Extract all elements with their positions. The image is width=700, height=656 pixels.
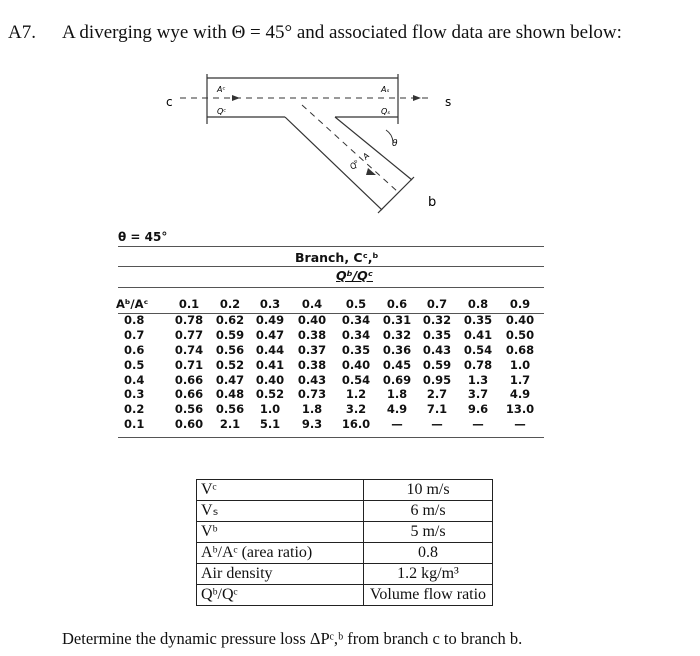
coefficient-cell: 0.66 (174, 372, 204, 387)
coefficient-cell: 0.43 (422, 342, 452, 357)
coefficient-cell: 0.52 (255, 387, 285, 402)
label-ab: A (361, 151, 372, 162)
area-ratio-cell: 0.1 (124, 416, 145, 431)
area-ratio-cell: 0.2 (124, 402, 145, 417)
coefficient-cell: 1.8 (301, 402, 323, 417)
table-rule-col (118, 287, 544, 288)
coefficient-cell: 0.78 (463, 357, 493, 372)
coefficient-cell: 0.50 (505, 328, 535, 343)
coefficient-cell: 0.59 (422, 357, 452, 372)
coefficient-cell: 0.71 (174, 357, 204, 372)
coefficient-cell: 0.35 (463, 313, 493, 328)
coefficient-cell: 0.40 (505, 313, 535, 328)
coefficient-cell: 0.49 (255, 313, 285, 328)
branch-flow-arrow-icon (366, 168, 376, 175)
table-row (116, 313, 542, 328)
coefficient-cell: 9.6 (467, 402, 489, 417)
column-header: 0.7 (426, 297, 448, 311)
label-c: c (166, 95, 173, 109)
area-ratio-cell: 0.7 (124, 328, 145, 343)
coefficient-cell: 0.41 (463, 328, 493, 343)
coefficient-cell: 0.54 (341, 372, 371, 387)
coefficient-cell: 0.40 (255, 372, 285, 387)
coefficient-cell: 3.7 (467, 387, 489, 402)
label-qc: Qᶜ (217, 107, 227, 116)
label-b: b (428, 195, 437, 210)
coefficient-cell: 0.47 (255, 328, 285, 343)
table-row (197, 480, 493, 501)
coefficient-cell: 1.7 (509, 372, 531, 387)
table-row (197, 585, 493, 606)
coefficient-cell: 4.9 (509, 387, 531, 402)
parameter-label: Vᶜ (197, 480, 364, 501)
coefficient-cell: 0.40 (297, 313, 327, 328)
table-header-row (116, 295, 542, 313)
table-row (116, 402, 542, 417)
coefficient-cell: 0.78 (174, 313, 204, 328)
table-row (116, 387, 542, 402)
coefficient-cell: 0.48 (215, 387, 245, 402)
table-row (116, 372, 542, 387)
area-ratio-cell: 0.6 (124, 342, 145, 357)
branch-right-wall (335, 117, 412, 180)
coefficient-cell: — (431, 416, 443, 431)
table-row (197, 543, 493, 564)
column-header: 0.1 (178, 297, 200, 311)
table-row (116, 417, 542, 432)
column-header: 0.5 (345, 297, 367, 311)
coefficient-cell: 0.54 (463, 342, 493, 357)
label-as: Aₛ (381, 85, 390, 94)
column-header: 0.3 (259, 297, 281, 311)
parameter-value: 0.8 (364, 543, 493, 564)
column-header: 0.6 (386, 297, 408, 311)
wye-diagram (0, 60, 700, 230)
column-header: 0.2 (219, 297, 241, 311)
coefficient-cell: 0.60 (174, 416, 204, 431)
parameter-label: Vᵇ (197, 522, 364, 543)
table-row (197, 522, 493, 543)
coefficient-cell: 0.41 (255, 357, 285, 372)
coefficient-cell: 2.7 (426, 387, 448, 402)
coefficient-cell: 1.2 (345, 387, 367, 402)
branch-section-line (378, 177, 414, 213)
branch-heading: Branch, Cᶜ,ᵇ (295, 250, 379, 265)
coefficient-cell: 0.34 (341, 313, 371, 328)
label-theta: θ (392, 139, 398, 149)
coefficient-cell: 13.0 (505, 402, 535, 417)
table-rule-mid (118, 266, 544, 267)
coefficient-cell: 0.52 (215, 357, 245, 372)
coefficient-cell: 0.40 (341, 357, 371, 372)
coefficient-cell: 0.69 (382, 372, 412, 387)
coefficient-cell: 0.77 (174, 328, 204, 343)
coefficient-cell: 0.47 (215, 372, 245, 387)
parameter-value: 1.2 kg/m³ (364, 564, 493, 585)
coefficient-cell: 9.3 (301, 416, 323, 431)
coefficient-cell: 0.68 (505, 342, 535, 357)
coefficient-cell: 7.1 (426, 402, 448, 417)
inlet-flow-arrow-icon (232, 95, 240, 101)
coefficient-cell: 0.73 (297, 387, 327, 402)
column-header: 0.9 (509, 297, 531, 311)
flow-data-table (196, 479, 493, 606)
coefficient-cell: 0.62 (215, 313, 245, 328)
coefficient-cell: 0.32 (382, 328, 412, 343)
parameter-label: Qᵇ/Qᶜ (197, 585, 364, 606)
parameter-value: 5 m/s (364, 522, 493, 543)
label-s: s (445, 95, 452, 109)
parameter-label: Air density (197, 564, 364, 585)
coefficient-cell: — (472, 416, 484, 431)
coefficient-cell: 0.38 (297, 357, 327, 372)
coefficient-cell: 0.37 (297, 342, 327, 357)
coefficient-cell: 0.43 (297, 372, 327, 387)
coefficient-cell: 1.8 (386, 387, 408, 402)
coefficient-cell: 3.2 (345, 402, 367, 417)
area-ratio-cell: 0.8 (124, 313, 145, 328)
loss-coefficient-table (116, 295, 542, 431)
branch-left-wall (285, 117, 382, 210)
coefficient-cell: 0.38 (297, 328, 327, 343)
row-header-label: Aᵇ/Aᶜ (116, 297, 149, 311)
coefficient-cell: 0.31 (382, 313, 412, 328)
coefficient-cell: — (391, 416, 403, 431)
coefficient-cell: 4.9 (386, 402, 408, 417)
parameter-value: 6 m/s (364, 501, 493, 522)
column-header: 0.4 (301, 297, 323, 311)
coefficient-cell: 1.3 (467, 372, 489, 387)
parameter-value: 10 m/s (364, 480, 493, 501)
coefficient-cell: 5.1 (259, 416, 281, 431)
coefficient-cell: — (514, 416, 526, 431)
coefficient-cell: 0.56 (174, 402, 204, 417)
area-ratio-cell: 0.4 (124, 372, 145, 387)
table-rule-top (118, 246, 544, 247)
area-ratio-cell: 0.5 (124, 357, 145, 372)
coefficient-cell: 16.0 (341, 416, 371, 431)
coefficient-cell: 0.34 (341, 328, 371, 343)
area-ratio-cell: 0.3 (124, 387, 145, 402)
coefficient-cell: 1.0 (509, 357, 531, 372)
table-row (116, 357, 542, 372)
flow-ratio-heading: Qᵇ/Qᶜ (336, 268, 373, 283)
table-row (116, 343, 542, 358)
theta-heading: θ = 45° (118, 230, 168, 244)
table-row (197, 564, 493, 585)
coefficient-cell: 0.74 (174, 342, 204, 357)
coefficient-cell: 0.95 (422, 372, 452, 387)
label-ac: Aᶜ (217, 85, 226, 94)
table-rule-bottom (118, 437, 544, 438)
coefficient-cell: 0.32 (422, 313, 452, 328)
question-number: A7. (8, 22, 36, 43)
coefficient-cell: 0.66 (174, 387, 204, 402)
coefficient-cell: 0.56 (215, 342, 245, 357)
question-prompt: Determine the dynamic pressure loss ΔPᶜ,ᵇ from branch c to branch b. (62, 629, 523, 648)
coefficient-cell: 0.35 (422, 328, 452, 343)
question-text: A diverging wye with Θ = 45° and associated flow data are shown below: (62, 22, 622, 43)
label-qb: Qᵇ (348, 158, 362, 172)
coefficient-cell: 0.36 (382, 342, 412, 357)
coefficient-cell: 2.1 (219, 416, 241, 431)
parameter-label: Vₛ (197, 501, 364, 522)
table-row (197, 501, 493, 522)
column-header: 0.8 (467, 297, 489, 311)
coefficient-cell: 0.44 (255, 342, 285, 357)
coefficient-cell: 0.56 (215, 402, 245, 417)
outlet-flow-arrow-icon (413, 95, 421, 101)
table-row (116, 328, 542, 343)
parameter-value: Volume flow ratio (364, 585, 493, 606)
coefficient-cell: 0.45 (382, 357, 412, 372)
coefficient-cell: 0.35 (341, 342, 371, 357)
label-qs: Qₛ (381, 107, 391, 116)
coefficient-cell: 1.0 (259, 402, 281, 417)
parameter-label: Aᵇ/Aᶜ (area ratio) (197, 543, 364, 564)
coefficient-cell: 0.59 (215, 328, 245, 343)
